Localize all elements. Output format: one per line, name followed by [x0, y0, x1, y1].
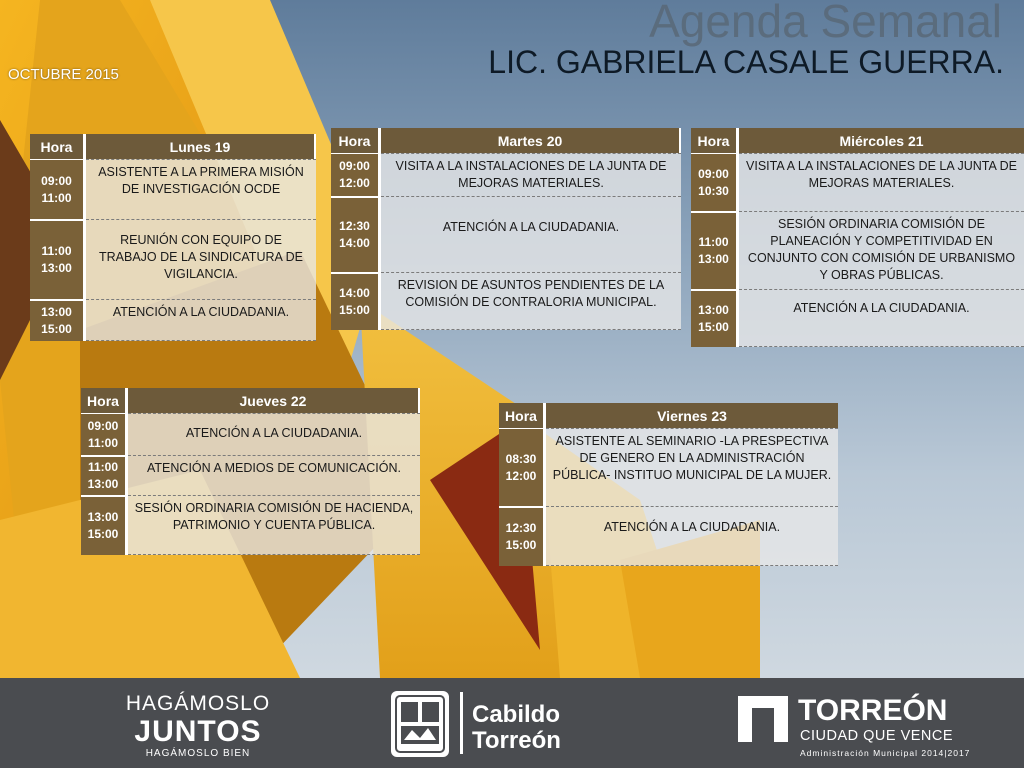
day-header: Lunes 19: [86, 134, 316, 159]
table-row: [331, 196, 681, 272]
activity-cell: VISITA A LA INSTALACIONES DE LA JUNTA DE MEJORAS MATERIALES.: [739, 153, 1024, 211]
torreon-admin-text: Administración Municipal 2014|2017: [800, 748, 971, 758]
activity-cell: ATENCIÓN A LA CIUDADANIA.: [546, 506, 838, 566]
logo-bottom-text: HAGÁMOSLO BIEN: [145, 748, 251, 759]
time-cell: 12:30 15:00: [499, 506, 546, 566]
logo-top-text: HAGÁMOSLO: [125, 692, 271, 715]
torreon-tagline: CIUDAD QUE VENCE: [800, 728, 954, 744]
time-cell: 11:00 13:00: [30, 219, 86, 299]
table-row: [81, 413, 420, 455]
table-row: [30, 219, 316, 299]
day-header: Jueves 22: [128, 388, 420, 413]
time-cell: 09:00 11:00: [81, 413, 128, 455]
activity-cell: ATENCIÓN A MEDIOS DE COMUNICACIÓN.: [128, 455, 420, 495]
table-row: [81, 455, 420, 495]
day-table-martes: [331, 128, 681, 330]
hora-header: Hora: [499, 403, 546, 428]
table-row: [691, 289, 1024, 347]
table-row: [691, 153, 1024, 211]
time-cell: 08:30 12:00: [499, 428, 546, 506]
torreon-logo-name: TORREÓN: [798, 694, 948, 727]
hora-header: Hora: [691, 128, 739, 153]
table-row: [499, 428, 838, 506]
activity-cell: ASISTENTE AL SEMINARIO -LA PRESPECTIVA DE GENERO EN LA ADMINISTRACIÓN PÚBLICA- INSTITUO MUNICIPAL DE LA MUJER.: [546, 428, 838, 506]
activity-cell: VISITA A LA INSTALACIONES DE LA JUNTA DE MEJORAS MATERIALES.: [381, 153, 681, 196]
cabildo-line1: Cabildo: [472, 701, 560, 728]
time-cell: 13:00 15:00: [81, 495, 128, 555]
time-cell: 13:00 15:00: [30, 299, 86, 341]
time-cell: 09:00 12:00: [331, 153, 381, 196]
activity-cell: REVISION DE ASUNTOS PENDIENTES DE LA COMISIÓN DE CONTRALORIA MUNICIPAL.: [381, 272, 681, 330]
time-cell: 12:30 14:00: [331, 196, 381, 272]
table-row: [331, 153, 681, 196]
divider: [460, 692, 463, 754]
day-table-viernes: [499, 403, 838, 566]
table-row: [30, 159, 316, 219]
logo-main-text: JUNTOS: [134, 715, 262, 748]
hora-header: Hora: [331, 128, 381, 153]
activity-cell: ATENCIÓN A LA CIUDADANIA.: [128, 413, 420, 455]
time-cell: 11:00 13:00: [81, 455, 128, 495]
time-cell: 11:00 13:00: [691, 211, 739, 289]
time-cell: 09:00 10:30: [691, 153, 739, 211]
activity-cell: REUNIÓN CON EQUIPO DE TRABAJO DE LA SINDICATURA DE VIGILANCIA.: [86, 219, 316, 299]
hora-header: Hora: [30, 134, 86, 159]
activity-cell: SESIÓN ORDINARIA COMISIÓN DE HACIENDA, PATRIMONIO Y CUENTA PÚBLICA.: [128, 495, 420, 555]
hora-header: Hora: [81, 388, 128, 413]
day-header: Viernes 23: [546, 403, 838, 428]
activity-cell: SESIÓN ORDINARIA COMISIÓN DE PLANEACIÓN Y COMPETITIVIDAD EN CONJUNTO CON COMISIÓN DE URBANISMO Y OBRAS PÚBLICAS.: [739, 211, 1024, 289]
cabildo-logo-text: [472, 702, 561, 754]
time-cell: 09:00 11:00: [30, 159, 86, 219]
day-header: Martes 20: [381, 128, 681, 153]
hagamoslo-juntos-logo: [118, 692, 278, 759]
activity-cell: ATENCIÓN A LA CIUDADANIA.: [739, 289, 1024, 347]
person-name: LIC. GABRIELA CASALE GUERRA.: [488, 44, 1004, 80]
table-row: [691, 211, 1024, 289]
day-header: Miércoles 21: [739, 128, 1024, 153]
torreon-tower-icon: [738, 696, 788, 742]
footer-bar: [0, 678, 1024, 768]
table-row: [81, 495, 420, 555]
table-row: [331, 272, 681, 330]
day-table-jueves: [81, 388, 420, 555]
day-table-miercoles: [691, 128, 1024, 347]
month-label: OCTUBRE 2015: [8, 66, 119, 83]
page-title: Agenda Semanal: [649, 0, 1002, 47]
activity-cell: ASISTENTE A LA PRIMERA MISIÓN DE INVESTIGACIÓN OCDE: [86, 159, 316, 219]
table-row: [30, 299, 316, 341]
municipal-seal-icon: [388, 688, 452, 760]
time-cell: 13:00 15:00: [691, 289, 739, 347]
table-row: [499, 506, 838, 566]
time-cell: 14:00 15:00: [331, 272, 381, 330]
cabildo-line2: Torreón: [472, 727, 561, 754]
activity-cell: ATENCIÓN A LA CIUDADANIA.: [381, 196, 681, 272]
day-table-lunes: [30, 134, 316, 341]
activity-cell: ATENCIÓN A LA CIUDADANIA.: [86, 299, 316, 341]
